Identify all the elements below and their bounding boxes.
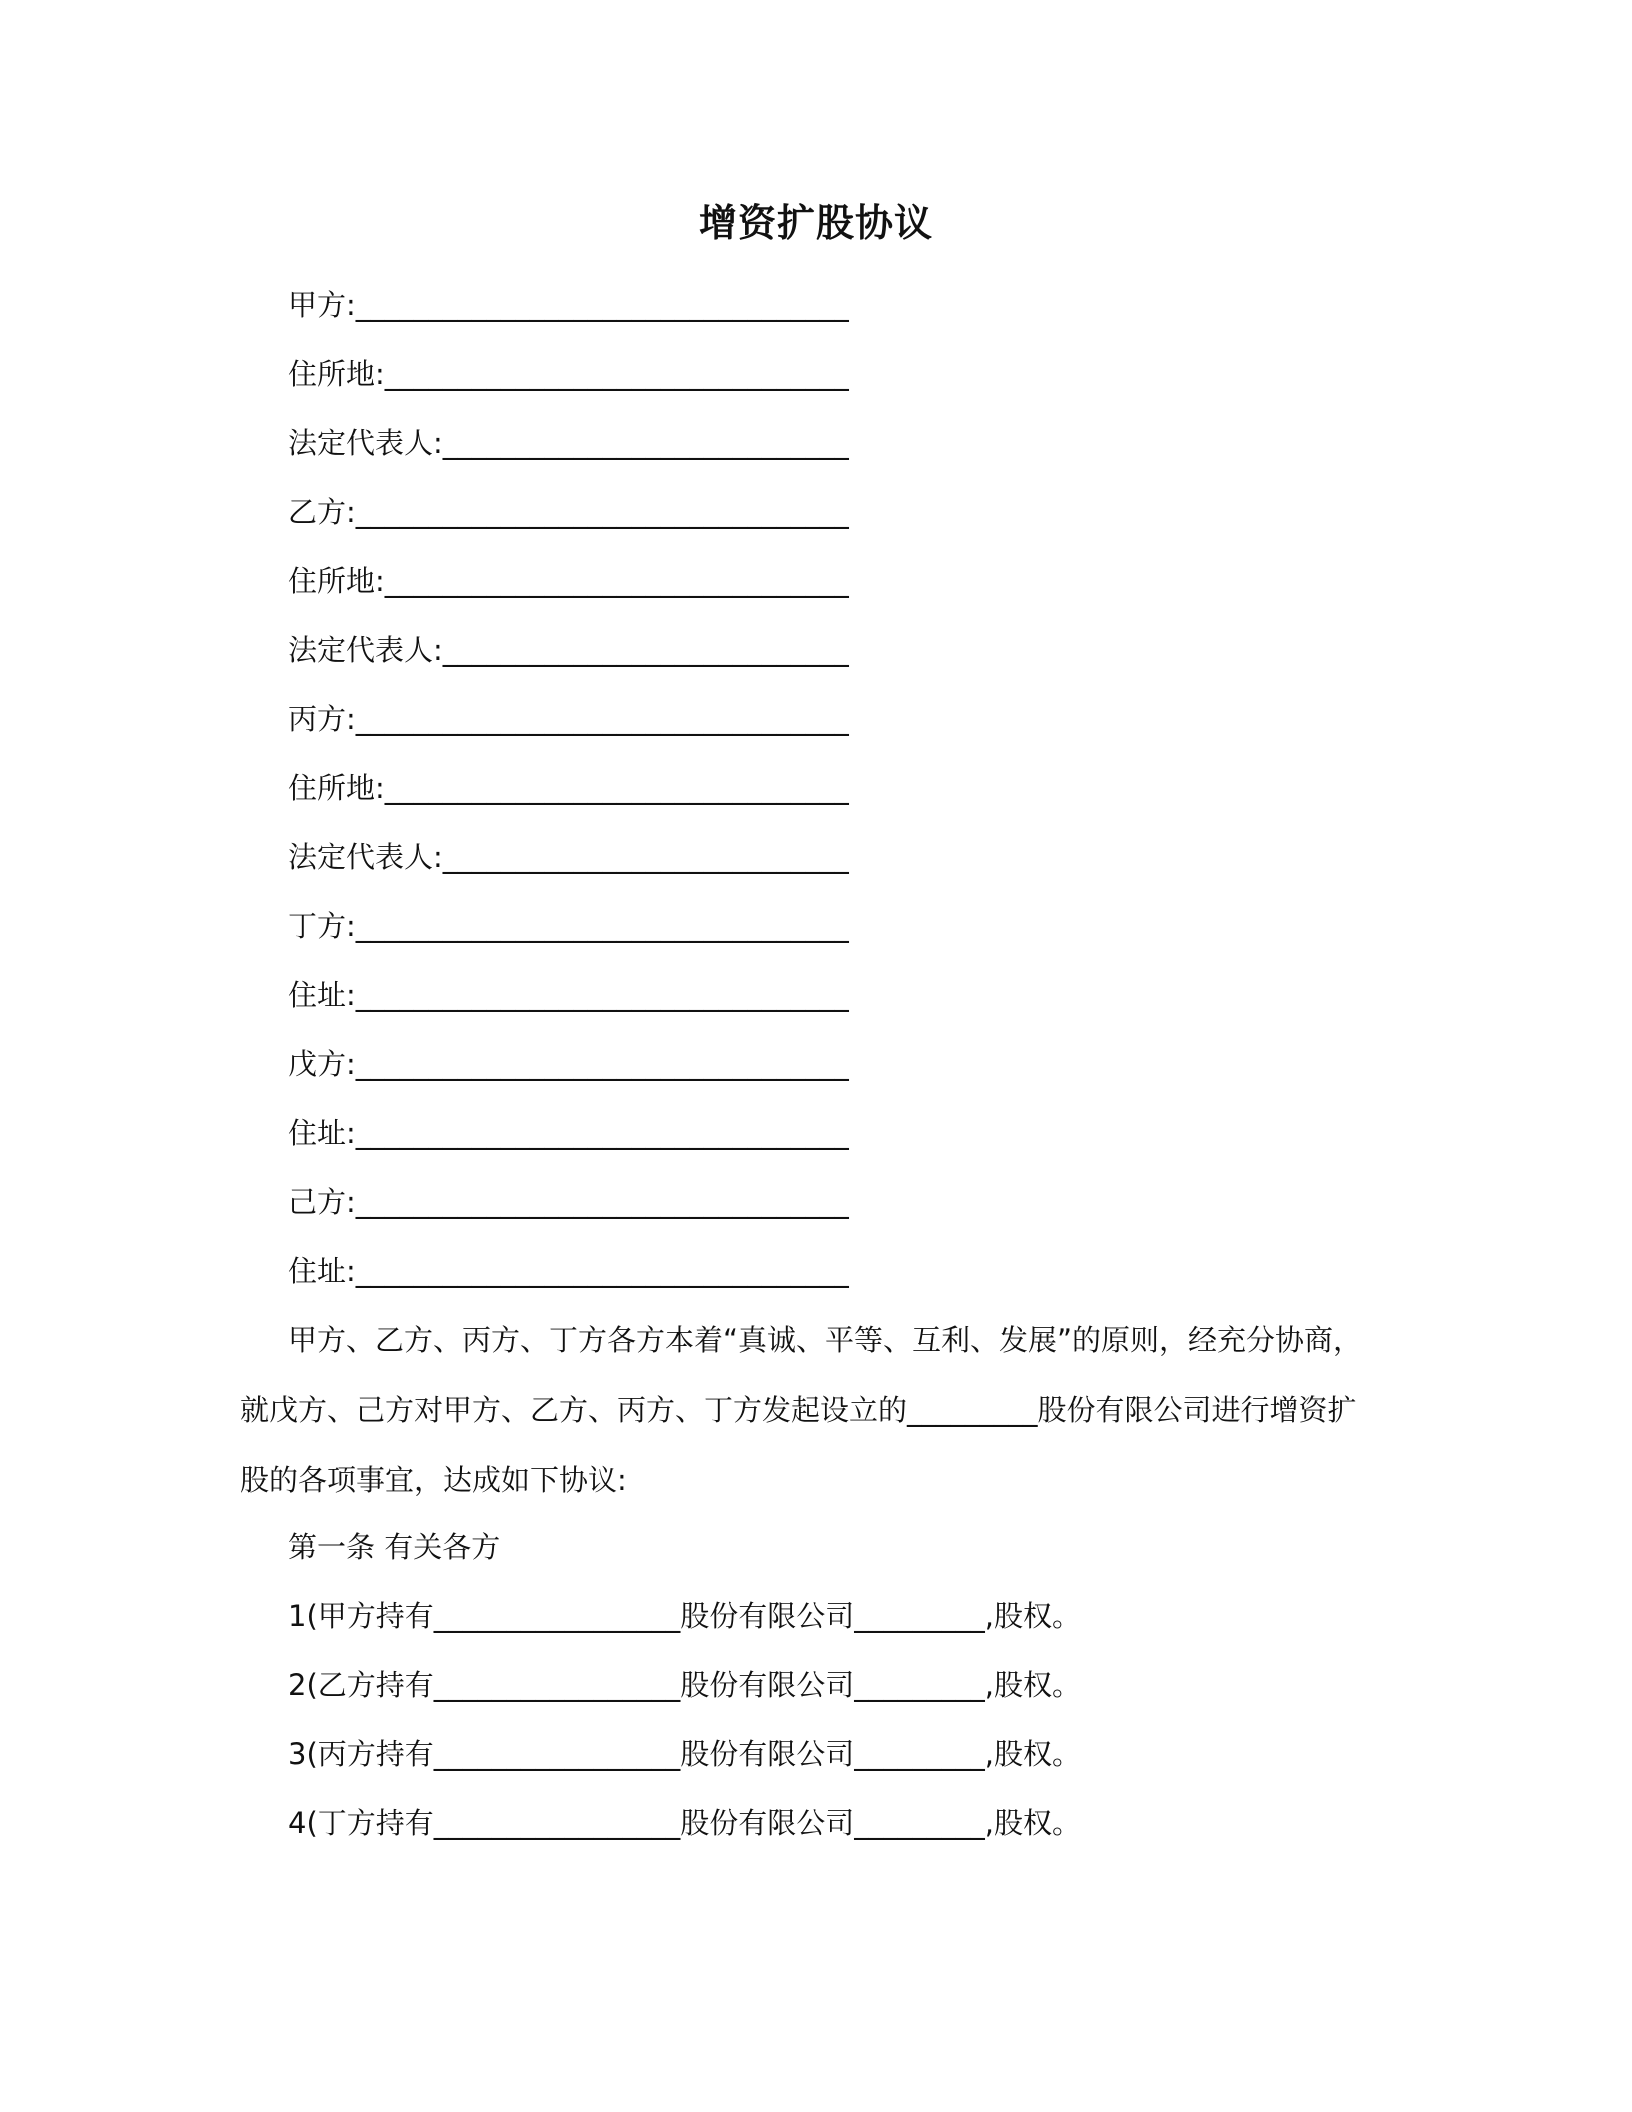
document-title: 增资扩股协议	[698, 201, 933, 245]
party-d-name: 丁方:__________________________________	[288, 909, 849, 943]
party-c-name: 丙方:__________________________________	[288, 702, 849, 736]
preamble-paragraph: 甲方、乙方、丙方、丁方各方本着“真诚、平等、互利、发展”的原则，经充分协商，就戊方、己方对甲方、乙方、丙方、丁方发起设立的_________股份有限公司进行增资扩股的各项事宜，达成如下协议:	[240, 1323, 1363, 1497]
party-f-address: 住址:__________________________________	[288, 1254, 849, 1288]
party-b-address: 住所地:________________________________	[288, 564, 849, 598]
party-f-name: 己方:__________________________________	[288, 1185, 849, 1219]
holding-item: 4(丁方持有_________________股份有限公司_________,股权。	[288, 1806, 1081, 1840]
party-a-legal-rep: 法定代表人:____________________________	[288, 426, 849, 460]
party-d-address: 住址:__________________________________	[288, 978, 849, 1012]
holding-item: 3(丙方持有_________________股份有限公司_________,股权。	[288, 1737, 1081, 1771]
party-e-name: 戊方:__________________________________	[288, 1047, 849, 1081]
party-c-address: 住所地:________________________________	[288, 771, 849, 805]
party-a-name: 甲方:__________________________________	[288, 288, 849, 322]
party-b-legal-rep: 法定代表人:____________________________	[288, 633, 849, 667]
party-a-address: 住所地:________________________________	[288, 357, 849, 391]
party-b-name: 乙方:__________________________________	[288, 495, 849, 529]
holding-item: 1(甲方持有_________________股份有限公司_________,股权。	[288, 1599, 1081, 1633]
party-e-address: 住址:__________________________________	[288, 1116, 849, 1150]
holding-item: 2(乙方持有_________________股份有限公司_________,股权。	[288, 1668, 1081, 1702]
article-1-heading: 第一条 有关各方	[288, 1530, 501, 1564]
party-c-legal-rep: 法定代表人:____________________________	[288, 840, 849, 874]
